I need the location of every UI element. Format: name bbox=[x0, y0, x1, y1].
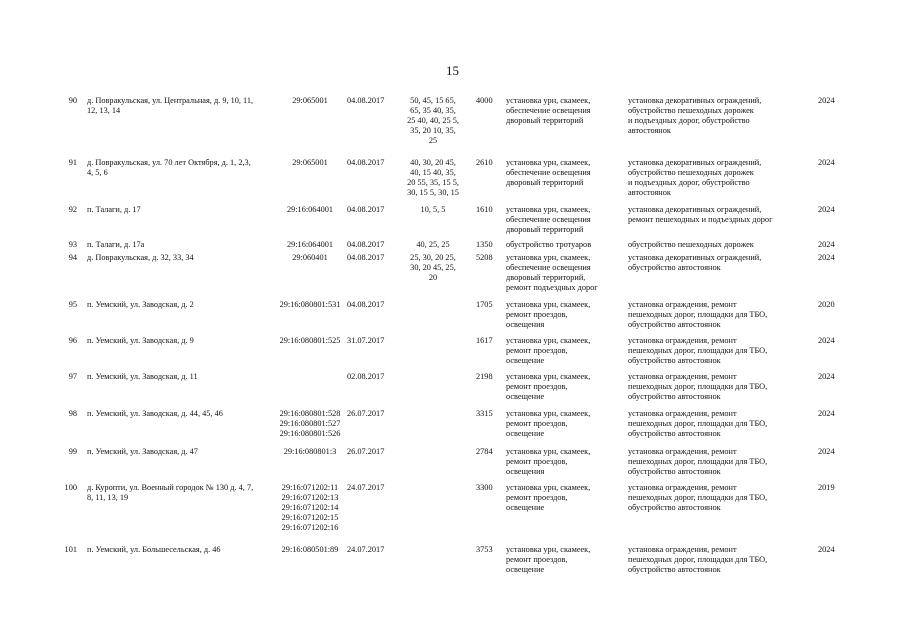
planned-works-cell-line: обустройство автостоянок bbox=[628, 320, 721, 329]
area-cell: 2198 bbox=[476, 372, 493, 381]
planned-works-cell-line: обустройство автостоянок bbox=[628, 503, 721, 512]
works-cell-line: установка урн, скамеек, bbox=[506, 300, 591, 309]
works-cell bbox=[506, 483, 624, 513]
cadastral-cell-line: 29:16:071202:11 bbox=[281, 483, 339, 492]
works-cell-line: ремонт проездов, bbox=[506, 382, 568, 391]
works-cell-line: установка урн, скамеек, bbox=[506, 483, 591, 492]
planned-works-cell-line: ремонт пешеходных и подъездных дорог bbox=[628, 215, 773, 224]
works-cell-line: дворовый территорий bbox=[506, 116, 584, 125]
planned-works-cell-line: обустройство автостоянок bbox=[628, 356, 721, 365]
year-cell: 2024 bbox=[818, 205, 835, 214]
planned-works-cell-line: автостоянок bbox=[628, 188, 671, 197]
table-row bbox=[0, 205, 905, 240]
works-cell-line: установка урн, скамеек, bbox=[506, 336, 591, 345]
address-cell: п. Уемский, ул. Заводская, д. 11 bbox=[87, 372, 198, 381]
area-cell: 2610 bbox=[476, 158, 493, 167]
planned-works-cell-line: обустройство автостоянок bbox=[628, 429, 721, 438]
works-cell bbox=[506, 96, 624, 126]
planned-works-cell-line: установка декоративных ограждений, bbox=[628, 253, 762, 262]
date-cell: 04.08.2017 bbox=[347, 300, 385, 309]
address-cell: п. Уемский, ул. Заводская, д. 47 bbox=[87, 447, 198, 456]
works-cell-line: освещения bbox=[506, 467, 545, 476]
works-cell-line: ремонт проездов, bbox=[506, 346, 568, 355]
works-cell-line: освещение bbox=[506, 429, 545, 438]
planned-works-cell bbox=[628, 372, 803, 402]
address-cell: п. Талаги, д. 17 bbox=[87, 205, 141, 214]
cadastral-cell-line: 29:16:071202:15 bbox=[281, 513, 339, 522]
address-cell: д. Повракульская, ул. Центральная, д. 9, 10, 11, 12, 13, 14 bbox=[87, 96, 254, 115]
planned-works-cell-line: установка декоративных ограждений, bbox=[628, 158, 762, 167]
year-cell: 2024 bbox=[818, 253, 835, 262]
planned-works-cell-line: установка ограждения, ремонт bbox=[628, 545, 737, 554]
table-row bbox=[0, 240, 905, 253]
dimensions-cell bbox=[400, 205, 466, 215]
planned-works-cell-line: обустройство пешеходных дорожек bbox=[628, 240, 754, 249]
works-cell-line: ремонт проездов, bbox=[506, 310, 568, 319]
date-cell: 24.07.2017 bbox=[347, 483, 385, 492]
works-cell-line: установка урн, скамеек, bbox=[506, 158, 591, 167]
address-cell: п. Талаги, д. 17а bbox=[87, 240, 145, 249]
area-cell: 3300 bbox=[476, 483, 493, 492]
page-number: 15 bbox=[446, 63, 459, 78]
works-cell-line: обеспечение освещения bbox=[506, 215, 591, 224]
area-cell: 5208 bbox=[476, 253, 493, 262]
works-cell bbox=[506, 300, 624, 330]
cadastral-cell bbox=[265, 447, 355, 457]
row-number: 95 bbox=[68, 300, 77, 309]
dimensions-cell bbox=[400, 96, 466, 146]
dimensions-cell bbox=[400, 240, 466, 250]
planned-works-cell bbox=[628, 205, 803, 225]
table-row bbox=[0, 158, 905, 205]
works-cell-line: дворовый территорий bbox=[506, 178, 584, 187]
cadastral-cell bbox=[265, 96, 355, 106]
table-row bbox=[0, 336, 905, 372]
cadastral-cell-line: 29:065001 bbox=[292, 96, 328, 105]
planned-works-cell-line: установка ограждения, ремонт bbox=[628, 409, 737, 418]
works-cell-line: обеспечение освещения bbox=[506, 106, 591, 115]
cadastral-cell-line: 29:16:071202:14 bbox=[281, 503, 339, 512]
table-row bbox=[0, 96, 905, 158]
year-cell: 2024 bbox=[818, 545, 835, 554]
cadastral-cell bbox=[265, 205, 355, 215]
row-number: 96 bbox=[68, 336, 77, 345]
cadastral-cell-line: 29:16:080501:89 bbox=[281, 545, 339, 554]
year-cell: 2024 bbox=[818, 447, 835, 456]
works-cell-line: освещение bbox=[506, 503, 545, 512]
cadastral-cell-line: 29:16:080801:525 bbox=[279, 336, 341, 345]
cadastral-cell-line: 29:16:080801:3 bbox=[283, 447, 337, 456]
planned-works-cell-line: обустройство автостоянок bbox=[628, 467, 721, 476]
area-cell: 3753 bbox=[476, 545, 493, 554]
works-cell-line: ремонт проездов, bbox=[506, 555, 568, 564]
cadastral-cell-line: 29:16:080801:531 bbox=[279, 300, 341, 309]
dimensions-cell-line: 20 bbox=[428, 273, 438, 282]
planned-works-cell bbox=[628, 545, 803, 575]
planned-works-cell-line: автостоянок bbox=[628, 126, 671, 135]
works-cell bbox=[506, 447, 624, 477]
cadastral-cell bbox=[265, 253, 355, 263]
cadastral-cell-line: 29:16:064001 bbox=[286, 240, 334, 249]
cadastral-cell-line: 29:060401 bbox=[292, 253, 328, 262]
dimensions-cell-line: 40, 25, 25 bbox=[416, 240, 450, 249]
year-cell: 2024 bbox=[818, 409, 835, 418]
cadastral-cell-line: 29:16:080801:527 bbox=[279, 419, 341, 428]
works-cell-line: дворовый территорий, bbox=[506, 273, 586, 282]
planned-works-cell bbox=[628, 300, 803, 330]
date-cell: 04.08.2017 bbox=[347, 96, 385, 105]
table-row bbox=[0, 253, 905, 300]
works-cell bbox=[506, 409, 624, 439]
cadastral-cell bbox=[265, 158, 355, 168]
dimensions-cell-line: 40, 15 40, 35, bbox=[410, 168, 456, 177]
date-cell: 24.07.2017 bbox=[347, 545, 385, 554]
dimensions-cell-line: 30, 15 5, 30, 15 bbox=[407, 188, 459, 197]
dimensions-cell-line: 65, 35 40, 35, bbox=[410, 106, 456, 115]
planned-works-cell-line: пешеходных дорог, площадки для ТБО, bbox=[628, 310, 768, 319]
works-cell bbox=[506, 240, 624, 250]
cadastral-cell bbox=[265, 409, 355, 439]
row-number: 97 bbox=[68, 372, 77, 381]
area-cell: 1705 bbox=[476, 300, 493, 309]
area-cell: 1610 bbox=[476, 205, 493, 214]
date-cell: 04.08.2017 bbox=[347, 158, 385, 167]
cadastral-cell-line: 29:16:064001 bbox=[286, 205, 334, 214]
works-cell-line: дворовый территорий bbox=[506, 225, 584, 234]
row-number: 99 bbox=[68, 447, 77, 456]
planned-works-cell-line: установка ограждения, ремонт bbox=[628, 336, 737, 345]
works-cell-line: ремонт подъездных дорог bbox=[506, 283, 598, 292]
planned-works-cell-line: установка ограждения, ремонт bbox=[628, 483, 737, 492]
planned-works-cell-line: пешеходных дорог, площадки для ТБО, bbox=[628, 419, 768, 428]
dimensions-cell bbox=[400, 158, 466, 198]
planned-works-cell-line: установка ограждения, ремонт bbox=[628, 372, 737, 381]
address-cell: д. Повракульская, д. 32, 33, 34 bbox=[87, 253, 194, 262]
planned-works-cell-line: установка ограждения, ремонт bbox=[628, 300, 737, 309]
date-cell: 02.08.2017 bbox=[347, 372, 385, 381]
date-cell: 04.08.2017 bbox=[347, 253, 385, 262]
works-cell-line: обеспечение освещения bbox=[506, 168, 591, 177]
planned-works-cell bbox=[628, 96, 803, 136]
row-number: 91 bbox=[68, 158, 77, 167]
area-cell: 1617 bbox=[476, 336, 493, 345]
works-cell bbox=[506, 545, 624, 575]
area-cell: 4000 bbox=[476, 96, 493, 105]
area-cell: 3315 bbox=[476, 409, 493, 418]
year-cell: 2020 bbox=[818, 300, 835, 309]
year-cell: 2019 bbox=[818, 483, 835, 492]
row-number: 90 bbox=[68, 96, 77, 105]
works-cell-line: освещения bbox=[506, 320, 545, 329]
works-cell-line: освещение bbox=[506, 565, 545, 574]
row-number: 94 bbox=[68, 253, 77, 262]
dimensions-cell-line: 40, 30, 20 45, bbox=[410, 158, 456, 167]
table-row bbox=[0, 483, 905, 545]
address-cell: д. Куропти, ул. Военный городок № 130 д. 4, 7, 8, 11, 13, 19 bbox=[87, 483, 254, 502]
works-cell bbox=[506, 372, 624, 402]
works-cell bbox=[506, 253, 624, 293]
works-cell-line: установка урн, скамеек, bbox=[506, 205, 591, 214]
planned-works-cell-line: обустройство пешеходных дорожек bbox=[628, 106, 754, 115]
address-cell: п. Уемский, ул. Заводская, д. 9 bbox=[87, 336, 194, 345]
area-cell: 1350 bbox=[476, 240, 493, 249]
table-row bbox=[0, 409, 905, 447]
works-cell bbox=[506, 205, 624, 235]
area-cell: 2784 bbox=[476, 447, 493, 456]
planned-works-cell-line: пешеходных дорог, площадки для ТБО, bbox=[628, 457, 768, 466]
dimensions-cell bbox=[400, 253, 466, 283]
address-cell: д. Повракульская, ул. 70 лет Октября, д. 1, 2,3, 4, 5, 6 bbox=[87, 158, 251, 177]
dimensions-cell-line: 25 40, 40, 25 5, bbox=[407, 116, 459, 125]
works-cell-line: установка урн, скамеек, bbox=[506, 409, 591, 418]
planned-works-cell-line: установка ограждения, ремонт bbox=[628, 447, 737, 456]
works-cell-line: установка урн, скамеек, bbox=[506, 447, 591, 456]
planned-works-cell-line: пешеходных дорог, площадки для ТБО, bbox=[628, 382, 768, 391]
cadastral-cell bbox=[265, 545, 355, 555]
works-cell-line: установка урн, скамеек, bbox=[506, 96, 591, 105]
planned-works-cell-line: обустройство автостоянок bbox=[628, 263, 721, 272]
address-cell: п. Уемский, ул. Заводская, д. 2 bbox=[87, 300, 194, 309]
year-cell: 2024 bbox=[818, 240, 835, 249]
planned-works-cell-line: пешеходных дорог, площадки для ТБО, bbox=[628, 493, 768, 502]
improvement-table bbox=[0, 96, 905, 585]
year-cell: 2024 bbox=[818, 336, 835, 345]
year-cell: 2024 bbox=[818, 372, 835, 381]
works-cell-line: установка урн, скамеек, bbox=[506, 253, 591, 262]
dimensions-cell-line: 10, 5, 5 bbox=[420, 205, 446, 214]
works-cell-line: обустройство тротуаров bbox=[506, 240, 592, 249]
table-row bbox=[0, 372, 905, 409]
planned-works-cell-line: обустройство автостоянок bbox=[628, 392, 721, 401]
row-number: 98 bbox=[68, 409, 77, 418]
works-cell-line: ремонт проездов, bbox=[506, 457, 568, 466]
planned-works-cell-line: обустройство пешеходных дорожек bbox=[628, 168, 754, 177]
planned-works-cell bbox=[628, 240, 803, 250]
cadastral-cell-line: 29:16:080801:526 bbox=[279, 429, 341, 438]
cadastral-cell bbox=[265, 483, 355, 533]
planned-works-cell bbox=[628, 483, 803, 513]
row-number: 101 bbox=[64, 545, 77, 554]
address-cell: п. Уемский, ул. Большесельская, д. 46 bbox=[87, 545, 221, 554]
works-cell-line: ремонт проездов, bbox=[506, 419, 568, 428]
planned-works-cell bbox=[628, 409, 803, 439]
planned-works-cell-line: пешеходных дорог, площадки для ТБО, bbox=[628, 346, 768, 355]
dimensions-cell-line: 20 55, 35, 15 5, bbox=[407, 178, 459, 187]
planned-works-cell-line: установка декоративных ограждений, bbox=[628, 96, 762, 105]
planned-works-cell-line: пешеходных дорог, площадки для ТБО, bbox=[628, 555, 768, 564]
works-cell-line: установка урн, скамеек, bbox=[506, 372, 591, 381]
cadastral-cell bbox=[265, 240, 355, 250]
planned-works-cell-line: установка декоративных ограждений, bbox=[628, 205, 762, 214]
table-row bbox=[0, 300, 905, 336]
date-cell: 26.07.2017 bbox=[347, 447, 385, 456]
dimensions-cell-line: 25, 30, 20 25, bbox=[410, 253, 456, 262]
table-row bbox=[0, 447, 905, 483]
row-number: 93 bbox=[68, 240, 77, 249]
planned-works-cell-line: и подъездных дорог, обустройство bbox=[628, 178, 750, 187]
row-number: 92 bbox=[68, 205, 77, 214]
planned-works-cell bbox=[628, 158, 803, 198]
table-row bbox=[0, 545, 905, 585]
dimensions-cell-line: 25 bbox=[428, 136, 438, 145]
cadastral-cell bbox=[265, 336, 355, 346]
dimensions-cell-line: 35, 20 10, 35, bbox=[410, 126, 456, 135]
dimensions-cell-line: 50, 45, 15 65, bbox=[410, 96, 456, 105]
works-cell bbox=[506, 336, 624, 366]
date-cell: 26.07.2017 bbox=[347, 409, 385, 418]
works-cell-line: ремонт проездов, bbox=[506, 493, 568, 502]
row-number: 100 bbox=[64, 483, 77, 492]
planned-works-cell bbox=[628, 447, 803, 477]
planned-works-cell-line: и подъездных дорог, обустройство bbox=[628, 116, 750, 125]
dimensions-cell-line: 30, 20 45, 25, bbox=[410, 263, 456, 272]
planned-works-cell bbox=[628, 253, 803, 273]
year-cell: 2024 bbox=[818, 158, 835, 167]
date-cell: 04.08.2017 bbox=[347, 240, 385, 249]
cadastral-cell bbox=[265, 300, 355, 310]
year-cell: 2024 bbox=[818, 96, 835, 105]
works-cell-line: освещение bbox=[506, 392, 545, 401]
cadastral-cell-line: 29:065001 bbox=[292, 158, 328, 167]
planned-works-cell bbox=[628, 336, 803, 366]
works-cell bbox=[506, 158, 624, 188]
cadastral-cell-line: 29:16:071202:13 bbox=[281, 493, 339, 502]
cadastral-cell-line: 29:16:080801:528 bbox=[279, 409, 341, 418]
works-cell-line: обеспечение освещения bbox=[506, 263, 591, 272]
date-cell: 04.08.2017 bbox=[347, 205, 385, 214]
works-cell-line: освещение bbox=[506, 356, 545, 365]
cadastral-cell-line: 29:16:071202:16 bbox=[281, 523, 339, 532]
planned-works-cell-line: обустройство автостоянок bbox=[628, 565, 721, 574]
address-cell: п. Уемский, ул. Заводская, д. 44, 45, 46 bbox=[87, 409, 223, 418]
date-cell: 31.07.2017 bbox=[347, 336, 385, 345]
works-cell-line: установка урн, скамеек, bbox=[506, 545, 591, 554]
